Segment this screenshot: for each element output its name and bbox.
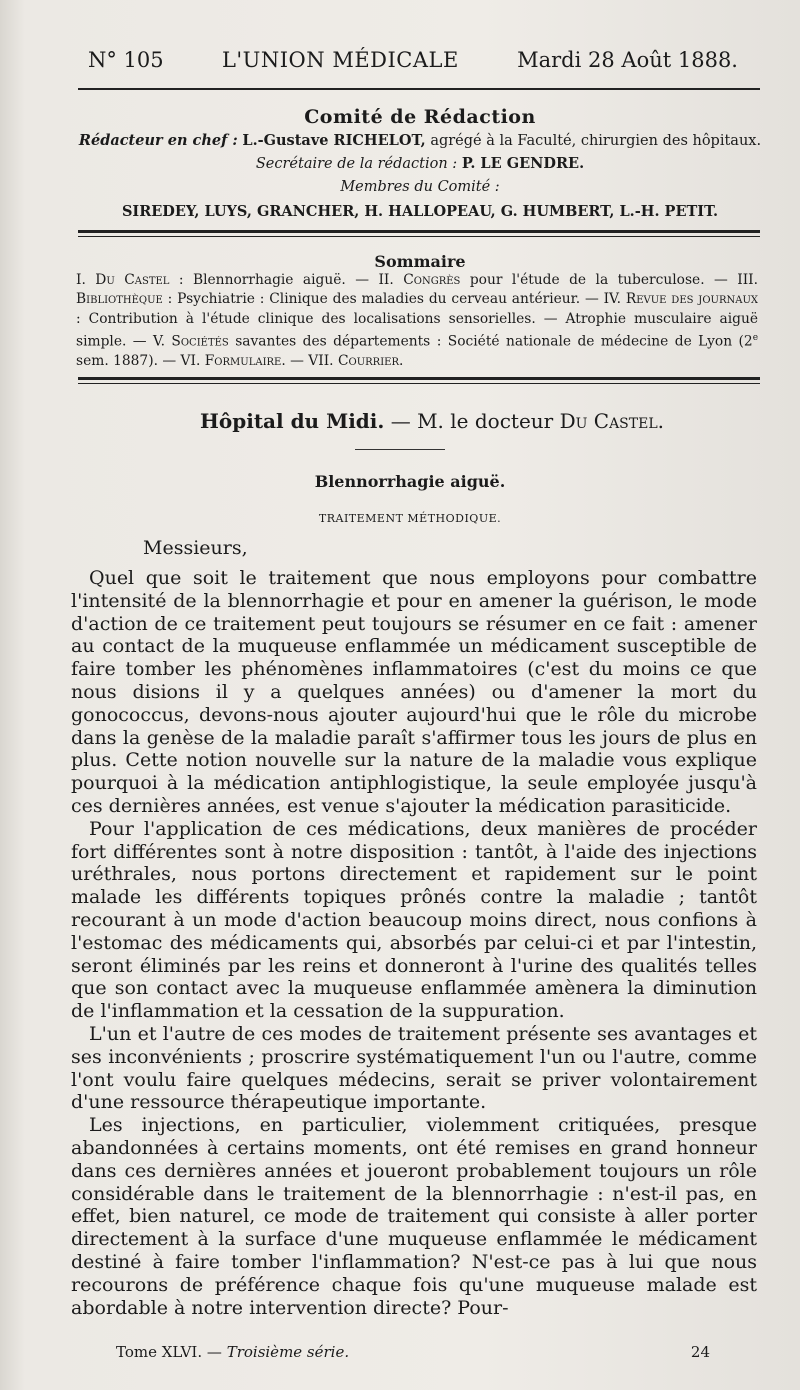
- article-body: [71, 567, 757, 1319]
- journal-title: L'UNION MÉDICALE: [221, 48, 459, 72]
- issue-date: Mardi 28 Août 1888.: [517, 48, 738, 72]
- committee-rule-1: [78, 230, 760, 233]
- summary-part-2: : Blennorrhagie aiguë. — II.: [169, 272, 404, 288]
- committee-chief-line: [70, 132, 770, 149]
- page-header: [88, 48, 738, 82]
- paragraph: L'un et l'autre de ces modes de traitement présente ses avantages et ses inconvénients ; proscrire systématiquement l'un ou l'autre, comme l'ont voulu faire quelques médecins, serait se priver volontairement d'une ressource thérapeutique importante.: [71, 1022, 757, 1114]
- sommaire-text: [76, 271, 758, 371]
- chief-label: Rédacteur en chef :: [78, 132, 238, 149]
- summary-congres: Congrès: [403, 272, 461, 288]
- heading-divider: [355, 449, 445, 450]
- paragraph: Les injections, en particulier, violemment critiquées, presque abandonnées à certains moments, ont été remises en grand honneur dans ces dernières années et joueront probablement toujours un rôle considérable dans le traitement de la blennorrhagie : n'est-il pas, en effet, bien naturel, ce mode de traitement qui consiste à aller porter directement à la surface d'une muqueuse enflammée le médicament destiné à faire tomber l'inflammation? N'est-ce pas à lui que nous recourons de préférence chaque fois qu'une muqueuse malade est abordable à notre intervention directe? Pour-: [71, 1114, 757, 1319]
- footer-tome-line: [116, 1343, 349, 1361]
- summary-part-5: : Contribution à l'étude clinique des localisations sensorielles. — Atrophie musculaire aiguë simple. — V.: [76, 310, 758, 350]
- footer-tome: Tome XLVI.: [116, 1343, 203, 1361]
- summary-part-4: : Psychiatrie : Clinique des maladies du cerveau antérieur. — IV.: [162, 291, 626, 308]
- footer-sep: —: [202, 1343, 227, 1361]
- sommaire-heading: [70, 252, 770, 271]
- chief-name: L.-Gustave RICHELOT,: [242, 132, 426, 149]
- secretary-label: Secrétaire de la rédaction :: [255, 156, 458, 172]
- summary-formulaire: Formulaire.: [204, 352, 286, 369]
- chief-role: agrégé à la Faculté, chirurgien des hôpitaux.: [430, 133, 762, 149]
- secretary-name: P. LE GENDRE.: [461, 155, 585, 172]
- doctor-name: Du Castel.: [559, 409, 664, 433]
- summary-part-7: sem. 1887). — VI.: [76, 352, 205, 369]
- page-number: 24: [690, 1343, 710, 1361]
- hospital-name: Hôpital du Midi.: [200, 409, 385, 433]
- salutation: Messieurs,: [143, 537, 248, 559]
- summary-societes: Sociétés: [171, 333, 229, 350]
- summary-num-1: I.: [76, 272, 96, 288]
- article-heading: [200, 409, 664, 433]
- committee-title: Comité de Rédaction: [304, 106, 536, 128]
- article-subtitle: TRAITEMENT MÉTHODIQUE.: [318, 512, 502, 525]
- issue-number: N° 105: [88, 48, 164, 72]
- article-title: Blennorrhagie aiguë.: [314, 472, 506, 491]
- summary-part-6: savantes des départements : Société nationale de médecine de Lyon (2: [228, 333, 753, 350]
- sommaire-rule-1: [78, 377, 760, 380]
- header-rule: [78, 88, 760, 90]
- sommaire-title: Sommaire: [374, 252, 466, 271]
- summary-sup: e: [752, 332, 759, 343]
- summary-part-8: — VII.: [285, 352, 338, 369]
- footer-serie: Troisième série.: [226, 1343, 350, 1361]
- committee-rule-2: [78, 236, 760, 237]
- sommaire-rule-2: [78, 383, 760, 384]
- committee-members: SIREDEY, LUYS, GRANCHER, H. HALLOPEAU, G. HUMBERT, L.-H. PETIT.: [121, 203, 719, 220]
- committee-secretary-line: [70, 155, 770, 172]
- summary-biblio: Bibliothèque: [76, 291, 163, 308]
- paragraph: Pour l'application de ces médications, deux manières de procéder fort différentes sont à notre disposition : tantôt, à l'aide des injections uréthrales, nous portons directement et rapidement sur le point malade les différents topiques prônés contre la maladie ; tantôt recourant à un mode d'action beaucoup moins direct, nous confions à l'estomac des médicaments qui, absorbés par celui-ci et par l'intestin, seront éliminés par les reins et donneront à l'urine des qualités telles que son contact avec la muqueuse enflammée amènera la diminution de l'inflammation et la cessation de la suppuration.: [71, 817, 757, 1023]
- heading-dash: — M. le docteur: [384, 409, 560, 433]
- summary-courrier: Courrier.: [337, 352, 404, 369]
- committee-members-label-line: [70, 179, 770, 195]
- paragraph: Quel que soit le traitement que nous employons pour combattre l'intensité de la blennorrhagie et pour en amener la guérison, le mode d'action de ce traitement peut toujours se résumer en ce fait : amener au contact de la muqueuse enflammée un médicament susceptible de faire tomber les phénomènes inflammatoires (c'est du moins ce que nous disions il y a quelques années) ou d'amener la mort du gonococcus, devons-nous ajouter aujourd'hui que le rôle du microbe dans la genèse de la maladie paraît s'affirmer tous les jours de plus en plus. Cette notion nouvelle sur la nature de la maladie vous explique pourquoi à la médication antiphlogistique, la seule employée jusqu'à ces dernières années, est venue s'ajouter la médication parasiticide.: [71, 567, 757, 817]
- summary-part-3: pour l'étude de la tuberculose. — III.: [460, 272, 758, 288]
- page-footer: [116, 1343, 710, 1361]
- summary-castel: Du Castel: [95, 272, 170, 288]
- summary-revue: Revue des journaux: [625, 291, 758, 308]
- committee-heading: [70, 106, 770, 128]
- members-label: Membres du Comité :: [340, 179, 500, 195]
